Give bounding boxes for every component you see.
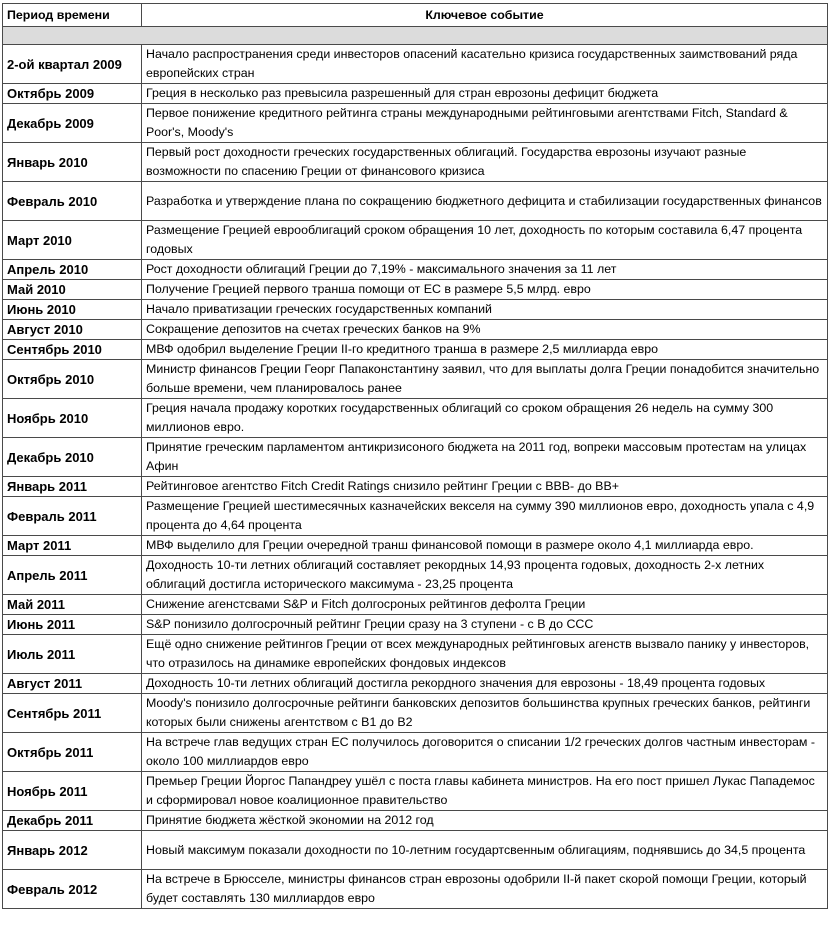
event-cell: МВФ одобрил выделение Греции II-го кредитного транша в размере 2,5 миллиарда евро [142,340,828,360]
event-cell: Получение Грецией первого транша помощи от ЕС в размере 5,5 млрд. евро [142,280,828,300]
table-row [3,615,828,635]
event-cell: Доходность 10-ти летних облигаций достигла рекордного значения для еврозоны - 18,49 процента годовых [142,674,828,694]
event-cell: Рост доходности облигаций Греции до 7,19% - максимального значения за 11 лет [142,260,828,280]
table-row [3,84,828,104]
event-cell: Принятие греческим парламентом антикризисоного бюджета на 2011 год, вопреки массовым протестам на улицах Афин [142,438,828,477]
event-cell: Доходность 10-ти летних облигаций составляет рекордных 14,93 процента годовых, доходность 2-х летних облигаций достигла исторического максимума - 23,25 процента [142,556,828,595]
table-row [3,635,828,674]
event-cell: Сокращение депозитов на счетах греческих банков на 9% [142,320,828,340]
table-row [3,360,828,399]
table-row [3,536,828,556]
header-row [3,4,828,27]
event-cell: Ещё одно снижение рейтингов Греции от всех международных рейтинговых агенств вызвало панику у инвесторов, что отразилось на динамике европейских фондовых индексов [142,635,828,674]
table-row [3,772,828,811]
period-cell: Январь 2011 [3,477,142,497]
event-cell: На встрече в Брюсселе, министры финансов стран еврозоны одобрили II-й пакет скорой помощи Греции, который будет составлять 130 миллиардов евро [142,870,828,909]
period-cell: Октябрь 2011 [3,733,142,772]
event-cell: Греция в несколько раз превысила разрешенный для стран еврозоны дефицит бюджета [142,84,828,104]
event-cell: Moody's понизило долгосрочные рейтинги банковских депозитов большинства крупных греческих банков, рейтинги которых были снижены агентством с B1 до B2 [142,694,828,733]
period-cell: Октябрь 2009 [3,84,142,104]
period-cell: Май 2010 [3,280,142,300]
period-column-header: Период времени [3,4,142,27]
period-cell: Сентябрь 2010 [3,340,142,360]
event-cell: Министр финансов Греции Георг Папаконстантину заявил, что для выплаты долга Греции понадобится значительно больше времени, чем планировалось ранее [142,360,828,399]
event-cell: Начало распространения среди инвесторов опасений касательно кризиса государственных заимствований ряда европейских стран [142,45,828,84]
period-cell: Август 2010 [3,320,142,340]
period-cell: Июль 2011 [3,635,142,674]
period-cell: Январь 2010 [3,143,142,182]
table-row [3,182,828,221]
period-cell: Февраль 2010 [3,182,142,221]
table-row [3,221,828,260]
event-cell: Первое понижение кредитного рейтинга страны международными рейтинговыми агентствами Fitch, Standard & Poor's, Moody's [142,104,828,143]
period-cell: Март 2010 [3,221,142,260]
table-row [3,104,828,143]
table-row [3,260,828,280]
table-row [3,477,828,497]
event-cell: Принятие бюджета жёсткой экономии на 2012 год [142,811,828,831]
event-cell: Снижение агенстсвами S&P и Fitch долгосроных рейтингов дефолта Греции [142,595,828,615]
period-cell: Июнь 2011 [3,615,142,635]
event-cell: Размещение Грецией еврооблигаций сроком обращения 10 лет, доходность по которым составила 6,47 процента годовых [142,221,828,260]
period-cell: Август 2011 [3,674,142,694]
table-row [3,674,828,694]
event-cell: Размещение Грецией шестимесячных казначейских векселя на сумму 390 миллионов евро, доходность упала с 4,9 процента до 4,64 процента [142,497,828,536]
table-row [3,300,828,320]
event-cell: Премьер Греции Йоргос Папандреу ушёл с поста главы кабинета министров. На его пост пришел Лукас Пападемос и сформировал новое коалиционное правительство [142,772,828,811]
table-row [3,595,828,615]
table-row [3,556,828,595]
period-cell: Январь 2012 [3,831,142,870]
table-row [3,870,828,909]
event-cell: Рейтинговое агентство Fitch Credit Ratings снизило рейтинг Греции с BBB- до BB+ [142,477,828,497]
event-column-header: Ключевое событие [142,4,828,27]
event-cell: На встрече глав ведущих стран ЕС получилось договорится о списании 1/2 греческих долгов частным инвесторам - около 100 миллиардов евро [142,733,828,772]
table-row [3,733,828,772]
event-cell: Первый рост доходности греческих государственных облигаций. Государства еврозоны изучают разные возможности по спасению Греции от финансового кризиса [142,143,828,182]
period-cell: Март 2011 [3,536,142,556]
event-cell: Разработка и утверждение плана по сокращению бюджетного дефицита и стабилизации государственных финансов [142,182,828,221]
period-cell: Октябрь 2010 [3,360,142,399]
event-cell: Новый максимум показали доходности по 10-летним государтсвенным облигациям, поднявшись до 34,5 процента [142,831,828,870]
timeline-body [3,27,828,909]
table-row [3,811,828,831]
event-cell: Греция начала продажу коротких государственных облигаций со сроком обращения 26 недель на сумму 300 миллионов евро. [142,399,828,438]
period-cell: Декабрь 2011 [3,811,142,831]
table-row [3,694,828,733]
period-cell: Декабрь 2010 [3,438,142,477]
event-cell: S&P понизило долгосрочный рейтинг Греции сразу на 3 ступени - с B до CCC [142,615,828,635]
header-separator-row [3,27,828,45]
timeline-table [2,3,828,909]
table-row [3,143,828,182]
table-row [3,280,828,300]
separator-cell [3,27,828,45]
period-cell: Май 2011 [3,595,142,615]
event-cell: МВФ выделило для Греции очередной транш финансовой помощи в размере около 4,1 миллиарда евро. [142,536,828,556]
period-cell: Июнь 2010 [3,300,142,320]
table-row [3,438,828,477]
period-cell: Сентябрь 2011 [3,694,142,733]
table-row [3,831,828,870]
table-row [3,399,828,438]
event-cell: Начало приватизации греческих государственных компаний [142,300,828,320]
table-row [3,320,828,340]
period-cell: Февраль 2012 [3,870,142,909]
period-cell: Апрель 2011 [3,556,142,595]
period-cell: Декабрь 2009 [3,104,142,143]
period-cell: Февраль 2011 [3,497,142,536]
period-cell: Апрель 2010 [3,260,142,280]
table-row [3,340,828,360]
table-row [3,45,828,84]
period-cell: Ноябрь 2010 [3,399,142,438]
period-cell: 2-ой квартал 2009 [3,45,142,84]
period-cell: Ноябрь 2011 [3,772,142,811]
table-row [3,497,828,536]
